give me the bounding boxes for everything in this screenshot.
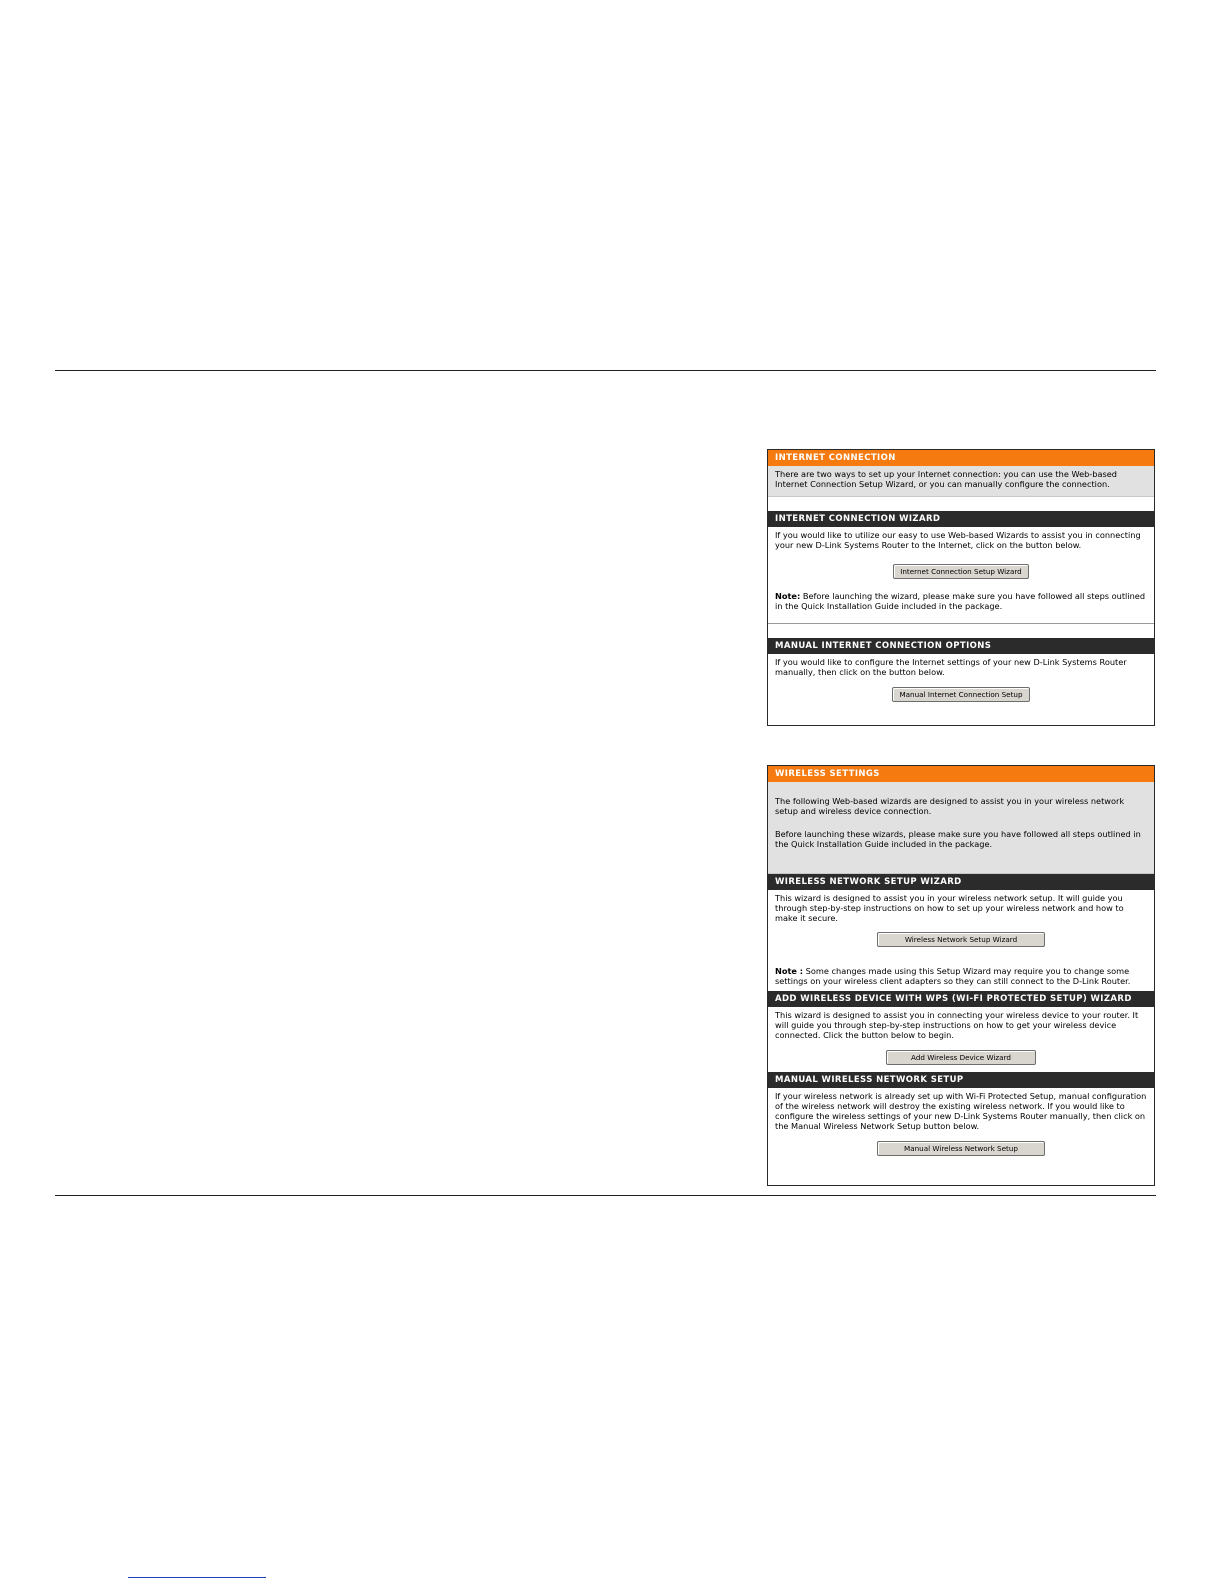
wireless-network-setup-wizard-button[interactable]: Wireless Network Setup Wizard — [877, 932, 1045, 947]
wireless-settings-intro — [768, 782, 1154, 874]
internet-wizard-text: If you would like to utilize our easy to use Web-based Wizards to assist you in connecting your new D-Link Systems Router to the Internet, click on the button below. — [775, 530, 1141, 550]
internet-connection-panel — [767, 449, 1155, 726]
wireless-settings-header: WIRELESS SETTINGS — [768, 766, 1154, 782]
add-wireless-device-wizard-button[interactable]: Add Wireless Device Wizard — [886, 1050, 1036, 1065]
wireless-intro-text-1: The following Web-based wizards are designed to assist you in your wireless network setup and wireless device connection. — [775, 796, 1125, 816]
manual-internet-connection-setup-button[interactable]: Manual Internet Connection Setup — [892, 687, 1029, 702]
note-text: Some changes made using this Setup Wizard may require you to change some settings on your wireless client adapters so they can still connect to the D-Link Router. — [775, 966, 1131, 986]
note-label: Note : — [775, 966, 804, 976]
manual-internet-header: MANUAL INTERNET CONNECTION OPTIONS — [768, 638, 1154, 654]
top-divider — [55, 370, 1156, 371]
internet-wizard-header: INTERNET CONNECTION WIZARD — [768, 511, 1154, 527]
manual-wireless-network-setup-button[interactable]: Manual Wireless Network Setup — [877, 1141, 1045, 1156]
wps-wizard-header: ADD WIRELESS DEVICE WITH WPS (WI-FI PROTECTED SETUP) WIZARD — [768, 991, 1154, 1007]
note-label: Note: — [775, 591, 801, 601]
manual-wireless-header: MANUAL WIRELESS NETWORK SETUP — [768, 1072, 1154, 1088]
wireless-settings-panel — [767, 765, 1155, 1186]
manual-internet-text: If you would like to configure the Internet settings of your new D-Link Systems Router manually, then click on the button below. — [775, 657, 1127, 677]
internet-connection-intro: There are two ways to set up your Internet connection: you can use the Web-based Internet Connection Setup Wizard, or you can manually configure the connection. — [768, 466, 1154, 497]
footer-link-underline[interactable] — [128, 1577, 266, 1578]
internet-connection-setup-wizard-button[interactable]: Internet Connection Setup Wizard — [893, 564, 1029, 579]
wireless-network-wizard-header: WIRELESS NETWORK SETUP WIZARD — [768, 874, 1154, 890]
wireless-intro-text-2: Before launching these wizards, please make sure you have followed all steps outlined in the Quick Installation Guide included in the package. — [775, 829, 1141, 849]
bottom-divider — [55, 1195, 1156, 1196]
internet-connection-header: INTERNET CONNECTION — [768, 450, 1154, 466]
wireless-network-wizard-note — [768, 966, 1154, 986]
wps-wizard-text: This wizard is designed to assist you in connecting your wireless device to your router. It will guide you through step-by-step instructions on how to get your wireless device connected. Click the button below to begin. — [775, 1010, 1139, 1040]
internet-wizard-note — [768, 588, 1154, 611]
manual-wireless-text: If your wireless network is already set up with Wi-Fi Protected Setup, manual configuration of the wireless network will destroy the existing wireless network. If you would like to configure the wireless settings of your new D-Link Systems Router manually, then click on the Manual Wireless Network Setup button below. — [775, 1091, 1147, 1131]
note-text: Before launching the wizard, please make sure you have followed all steps outlined in the Quick Installation Guide included in the package. — [775, 591, 1146, 611]
wireless-network-wizard-text: This wizard is designed to assist you in your wireless network setup. It will guide you through step-by-step instructions on how to set up your wireless network and how to make it secure. — [775, 893, 1124, 923]
